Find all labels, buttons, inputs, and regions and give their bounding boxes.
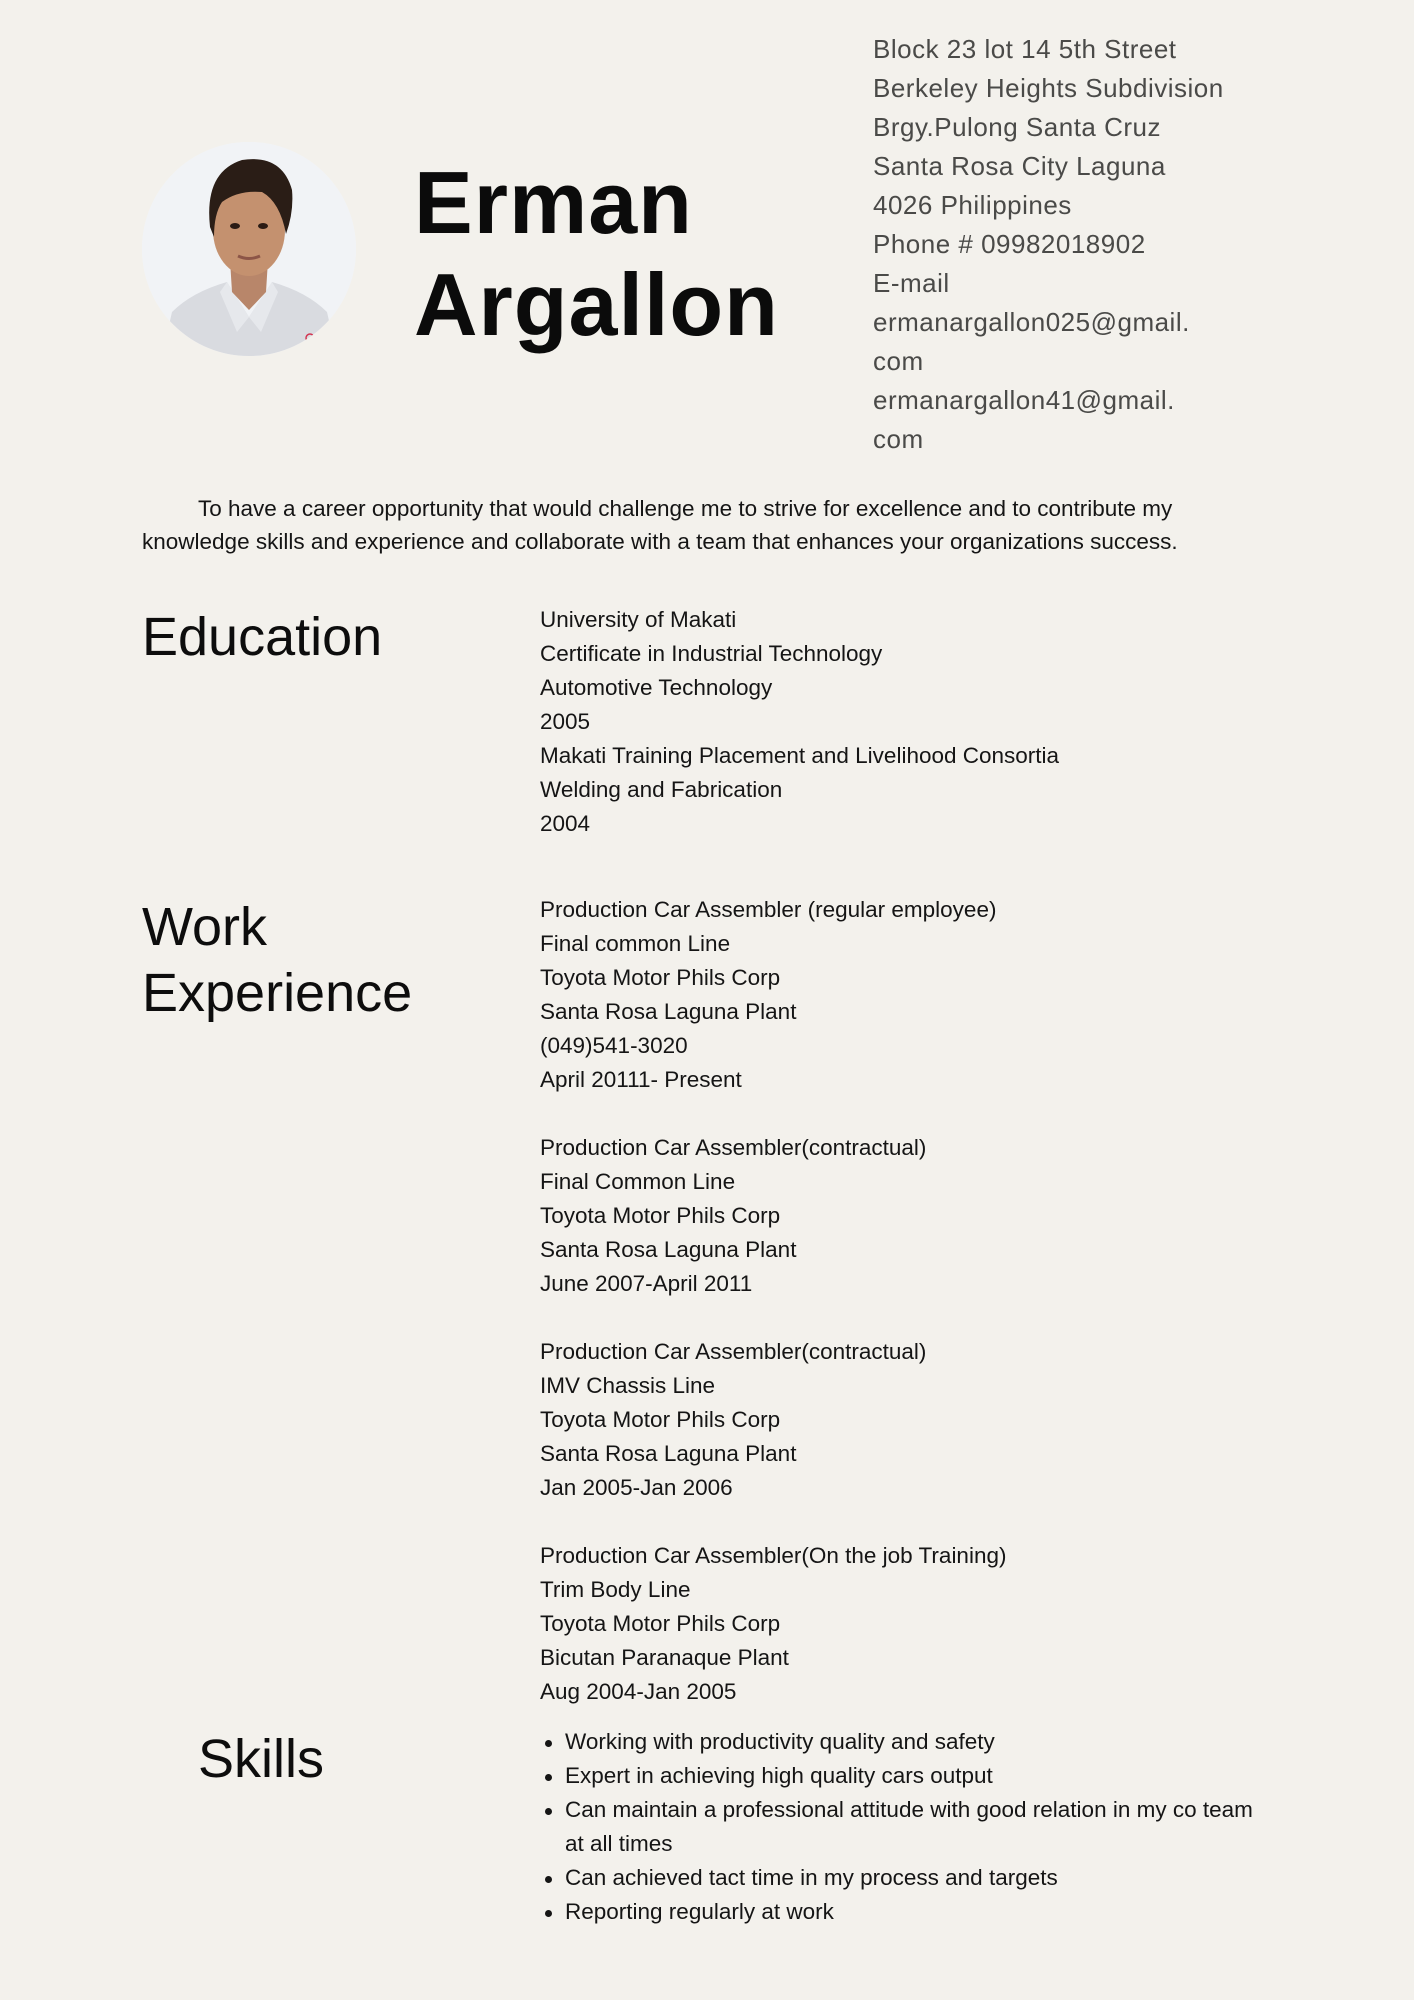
job-dates: April 20111- Present [540, 1067, 742, 1092]
skills-section [542, 1725, 1262, 1929]
address-line: Berkeley Heights Subdivision [873, 73, 1224, 103]
job-location: Bicutan Paranaque Plant [540, 1645, 789, 1670]
work-experience-list [540, 893, 1006, 1709]
job-company: Toyota Motor Phils Corp [540, 1611, 781, 1636]
email-secondary-cont: com [873, 424, 924, 454]
email-primary: ermanargallon025@gmail. [873, 307, 1190, 337]
skill-item: Expert in achieving high quality cars output [542, 1759, 1262, 1793]
skill-item: Working with productivity quality and safety [542, 1725, 1262, 1759]
skills-heading: Skills [198, 1729, 325, 1789]
job-entry [540, 1539, 1006, 1709]
education-details [540, 603, 1059, 841]
education-line: University of Makati [540, 607, 737, 632]
education-heading: Education [142, 607, 383, 667]
job-company: Toyota Motor Phils Corp [540, 1407, 781, 1432]
first-name: Erman [414, 153, 693, 252]
job-company: Toyota Motor Phils Corp [540, 965, 781, 990]
job-location: Santa Rosa Laguna Plant [540, 1237, 797, 1262]
education-line: Welding and Fabrication [540, 777, 783, 802]
job-title: Production Car Assembler(contractual) [540, 1339, 927, 1364]
contact-info [873, 30, 1224, 459]
job-title: Production Car Assembler(contractual) [540, 1135, 927, 1160]
job-location: Santa Rosa Laguna Plant [540, 999, 797, 1024]
email-primary-cont: com [873, 346, 924, 376]
address-line: Block 23 lot 14 5th Street [873, 34, 1177, 64]
job-title: Production Car Assembler (regular employee) [540, 897, 997, 922]
education-line: Certificate in Industrial Technology [540, 641, 883, 666]
address-line: Santa Rosa City Laguna [873, 151, 1166, 181]
job-title: Production Car Assembler(On the job Training) [540, 1543, 1007, 1568]
email-secondary: ermanargallon41@gmail. [873, 385, 1175, 415]
education-line: Makati Training Placement and Livelihood Consortia [540, 743, 1060, 768]
job-line: Final Common Line [540, 1169, 736, 1194]
job-dates: Jan 2005-Jan 2006 [540, 1475, 733, 1500]
work-heading-line1: Work [142, 897, 268, 957]
address-line: Brgy.Pulong Santa Cruz [873, 112, 1161, 142]
phone-number: Phone # 09982018902 [873, 229, 1146, 259]
skills-list [542, 1725, 1262, 1929]
address-line: 4026 Philippines [873, 190, 1072, 220]
job-phone: (049)541-3020 [540, 1033, 688, 1058]
email-label: E-mail [873, 268, 950, 298]
job-entry [540, 893, 1006, 1097]
job-entry [540, 1131, 1006, 1301]
job-line: Trim Body Line [540, 1577, 691, 1602]
education-line: Automotive Technology [540, 675, 773, 700]
skill-item: Can maintain a professional attitude with good relation in my co team at all times [542, 1793, 1262, 1861]
full-name [414, 152, 779, 356]
job-entry [540, 1335, 1006, 1505]
person-portrait-icon [142, 142, 356, 356]
last-name: Argallon [414, 255, 779, 354]
job-line: IMV Chassis Line [540, 1373, 716, 1398]
job-line: Final common Line [540, 931, 731, 956]
job-company: Toyota Motor Phils Corp [540, 1203, 781, 1228]
skill-item: Reporting regularly at work [542, 1895, 1262, 1929]
job-location: Santa Rosa Laguna Plant [540, 1441, 797, 1466]
job-dates: June 2007-April 2011 [540, 1271, 753, 1296]
education-line: 2005 [540, 709, 591, 734]
education-line: 2004 [540, 811, 591, 836]
career-objective: To have a career opportunity that would challenge me to strive for excellence and to contribute my knowledge skills and experience and collaborate with a team that enhances your organizations success. [142, 496, 1178, 554]
job-dates: Aug 2004-Jan 2005 [540, 1679, 737, 1704]
profile-photo [142, 142, 356, 356]
work-experience-heading [142, 894, 412, 1026]
work-heading-line2: Experience [142, 963, 413, 1023]
skill-item: Can achieved tact time in my process and targets [542, 1861, 1262, 1895]
